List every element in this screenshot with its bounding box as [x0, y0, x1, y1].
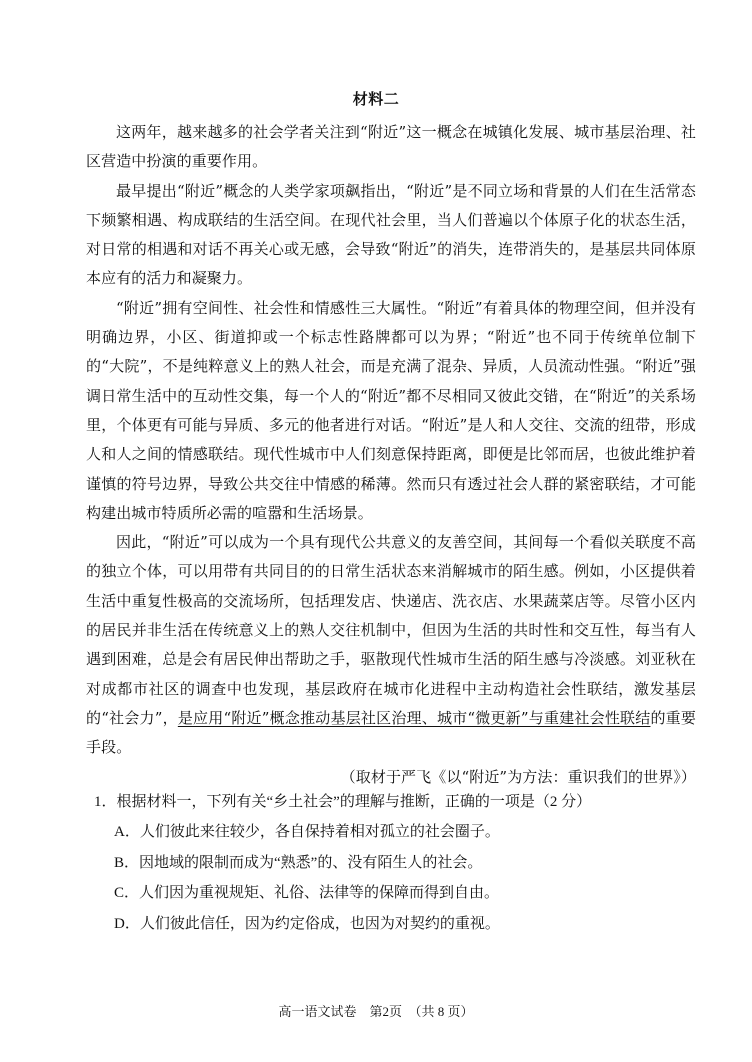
question-1: [86, 787, 706, 939]
paragraph-text: 最早提出“附近”概念的人类学家项飙指出，“附近”是不同立场和背景的人们在生活常态下频繁相遇、构成联结的生活空间。在现代社会里，当人们普遍以个体原子化的状态生活，对日常的相遇和对话不再关心或无感，会导致“附近”的消失，连带消失的，是基层共同体原本应有的活力和凝聚力。: [86, 181, 696, 288]
paragraph-text: 的重要手段。: [86, 708, 696, 757]
option-a: A．人们彼此来往较少，各自保持着相对孤立的社会圈子。: [114, 824, 500, 840]
paragraph-3: [86, 294, 696, 528]
paragraph-1: [86, 118, 696, 177]
option-c: C．人们因为重视规矩、礼俗、法律等的保障而得到自由。: [114, 885, 500, 901]
paragraph-4: [86, 528, 696, 762]
material-body: [86, 118, 696, 792]
underlined-phrase: 是应用“附近”概念推动基层社区治理、城市“微更新”与重建社会性联结: [177, 708, 651, 727]
paragraph-text: “附近”拥有空间性、社会性和情感性三大属性。“附近”有着具体的物理空间，但并没有明确边界，小区、街道抑或一个标志性路牌都可以为界；“附近”也不同于传统单位制下的“大院”，不是纯粹意义上的熟人社会，而是充满了混杂、异质，人员流动性强。“附近”强调日常生活中的互动性交集，每一个人的“附近”都不尽相同又彼此交错，在“附近”的关系场里，个体更有可能与异质、多元的他者进行对话。“附近”是人和人交往、交流的纽带，形成人和人之间的情感联结。现代性城市中人们刻意保持距离，即便是比邻而居，也彼此维护着谨慎的符号边界，导致公共交往中情感的稀薄。然而只有透过社会人群的紧密联结，才可能构建出城市特质所必需的喧嚣和生活场景。: [86, 298, 696, 522]
paragraph-text: 这两年，越来越多的社会学者关注到“附近”这一概念在城镇化发展、城市基层治理、社区营造中扮演的重要作用。: [86, 123, 696, 171]
page-footer: 高一语文试卷 第2页 （共 8 页）: [278, 1004, 474, 1019]
option-d: D．人们彼此信任，因为约定俗成，也因为对契约的重视。: [114, 915, 500, 932]
option-b: B．因地域的限制而成为“熟悉”的、没有陌生人的社会。: [114, 854, 483, 871]
material-title: 材料二: [352, 90, 400, 108]
source-citation: （取材于严飞《以“附近”为方法：重识我们的世界》）: [340, 767, 696, 786]
question-stem: 1．根据材料一，下列有关“乡土社会”的理解与推断，正确的一项是（2 分）: [94, 794, 592, 810]
paragraph-2: [86, 177, 696, 294]
paragraph-text: 因此，“附近”可以成为一个具有现代公共意义的友善空间，其间每一个看似关联度不高的独立个体，可以用带有共同目的的日常生活状态来消解城市的陌生感。例如，小区提供着生活中重复性极高的交流场所，包括理发店、快递店、洗衣店、水果蔬菜店等。尽管小区内的居民并非生活在传统意义上的熟人交往机制中，但因为生活的共时性和交互性，每当有人遇到困难，总是会有居民伸出帮助之手，驱散现代性城市生活的陌生感与冷淡感。刘亚秋在对成都市社区的调查中也发现，基层政府在城市化进程中主动构造社会性联结，激发基层的“社会力”，: [86, 533, 696, 727]
